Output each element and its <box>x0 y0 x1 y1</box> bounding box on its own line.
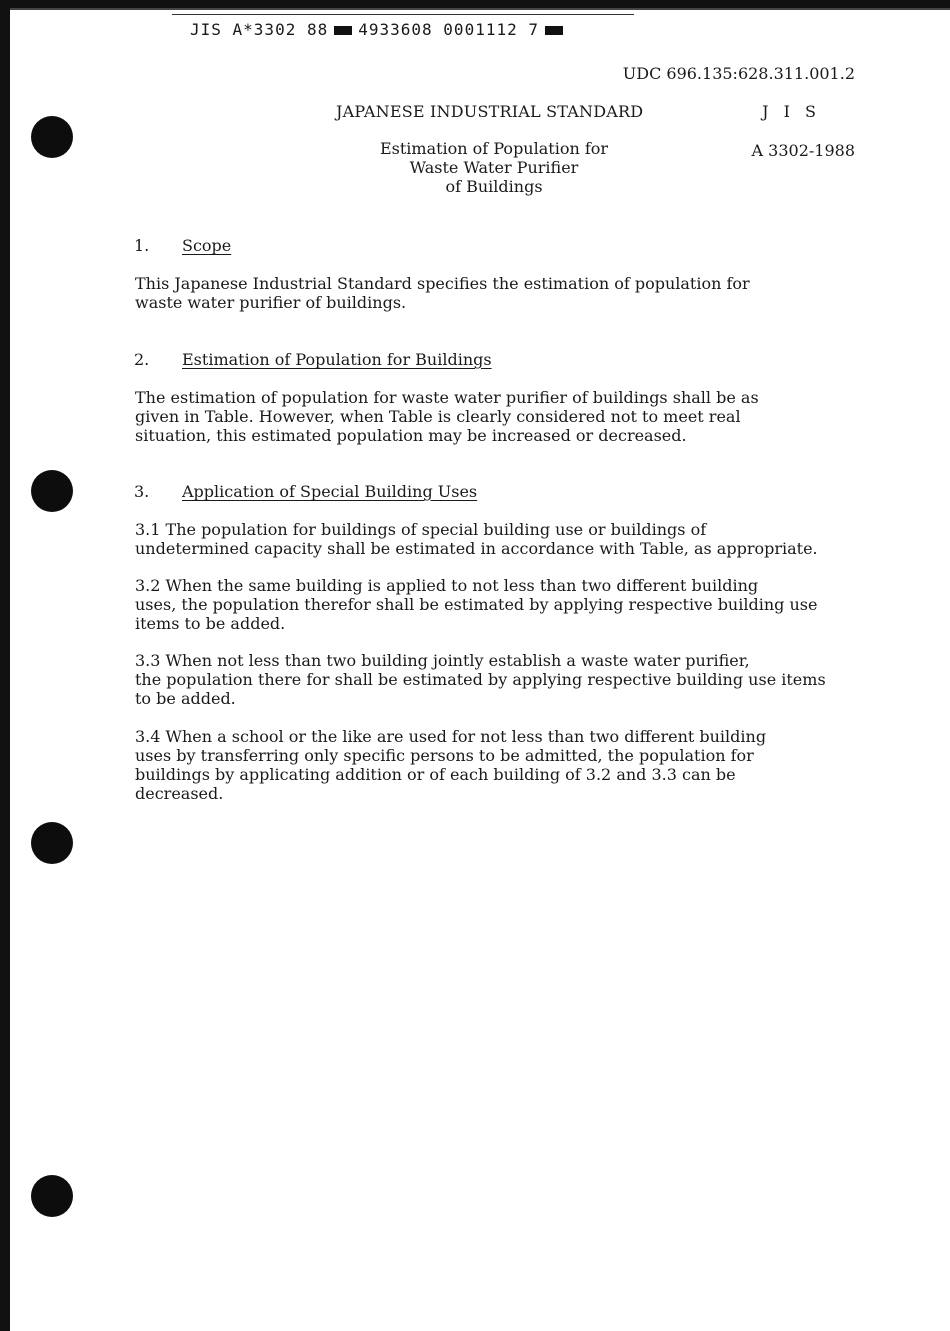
jis-mark: J I S <box>762 102 821 121</box>
catalog-code-prefix: JIS A*3302 88 <box>190 20 329 39</box>
clause-3-3: 3.3 When not less than two building jointly establish a waste water purifier, the population there for shall be estimated by applying respective building use items to be added. <box>135 651 826 708</box>
section-3-heading: Application of Special Building Uses <box>182 482 478 501</box>
standard-title: JAPANESE INDUSTRIAL STANDARD <box>336 102 644 121</box>
scan-border-left <box>0 8 10 1331</box>
section-1-number: 1. <box>134 236 150 255</box>
section-3-number: 3. <box>134 482 150 501</box>
document-title: Estimation of Population for Waste Water Purifier of Buildings <box>379 139 609 196</box>
section-2-heading: Estimation of Population for Buildings <box>182 350 492 369</box>
udc-number: UDC 696.135:628.311.001.2 <box>622 64 855 83</box>
punch-hole-4 <box>31 1175 73 1217</box>
barcode-block-icon <box>334 26 352 35</box>
section-1-heading: Scope <box>182 236 232 255</box>
standard-number: A 3302-1988 <box>751 141 855 160</box>
header-rule <box>172 14 634 15</box>
clause-3-2: 3.2 When the same building is applied to not less than two different building uses, the population therefor shall be estimated by applying respective building use items to be added. <box>135 576 818 633</box>
scan-border-top-thin <box>0 8 950 10</box>
scan-border-top <box>0 0 950 8</box>
catalog-code-suffix: 4933608 0001112 7 <box>358 20 539 39</box>
section-1-paragraph: This Japanese Industrial Standard specifies the estimation of population for waste water purifier of buildings. <box>135 274 750 312</box>
barcode-block-icon <box>545 26 563 35</box>
catalog-code-line <box>190 20 569 39</box>
section-2-paragraph: The estimation of population for waste water purifier of buildings shall be as given in Table. However, when Table is clearly considered not to meet real situation, this estimated population may be increased or decreased. <box>135 388 759 445</box>
punch-hole-1 <box>31 116 73 158</box>
punch-hole-3 <box>31 822 73 864</box>
clause-3-4: 3.4 When a school or the like are used for not less than two different building uses by transferring only specific persons to be admitted, the population for buildings by applicating addition or of each building of 3.2 and 3.3 can be decreased. <box>135 727 767 803</box>
clause-3-1: 3.1 The population for buildings of special building use or buildings of undetermined capacity shall be estimated in accordance with Table, as appropriate. <box>135 520 818 558</box>
punch-hole-2 <box>31 470 73 512</box>
section-2-number: 2. <box>134 350 150 369</box>
